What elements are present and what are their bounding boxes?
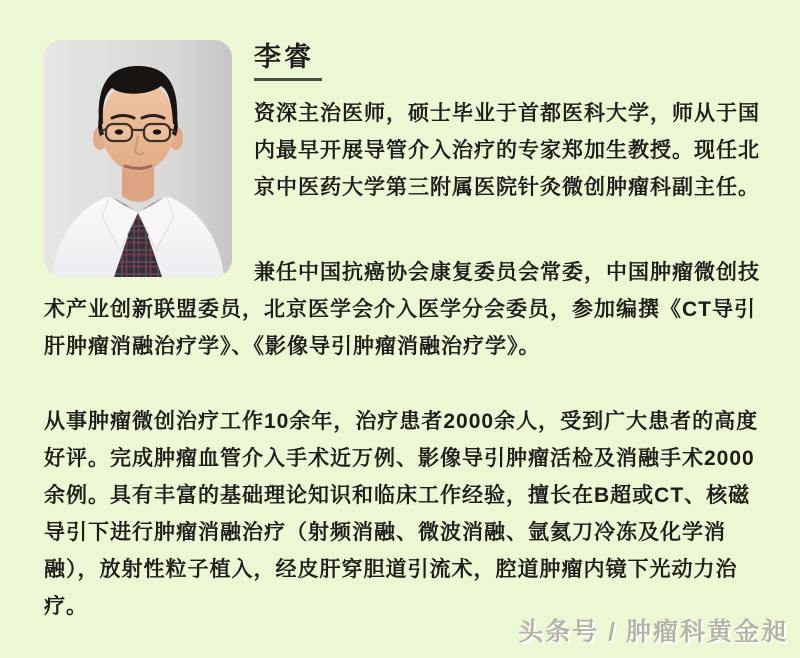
profile-paragraph-intro: 资深主治医师，硕士毕业于首都医科大学，师从于国内最早开展导管介入治疗的专家郑加生教授。现任北京中医药大学第三附属医院针灸微创肿瘤科副主任。	[254, 102, 760, 199]
profile-paragraph-experience: 从事肿瘤微创治疗工作10余年，治疗患者2000余人，受到广大患者的高度好评。完成肿瘤血管介入手术近万例、影像导引肿瘤活检及消融手术2000余例。具有丰富的基础理论知识和临床工作经验，擅长在B超或CT、核磁导引下进行肿瘤消融治疗（射频消融、微波消融、氩氦刀冷冻及化学消融），放射性粒子植入，经皮肝穿胆道引流术，腔道肿瘤内镜下光动力治疗。	[44, 410, 759, 618]
profile-paragraph-roles: 兼任中国抗癌协会康复委员会常委，中国肿瘤微创技术产业创新联盟委员，北京医学会介入医学分会委员，参加编撰《CT导引肝肿瘤消融治疗学》、《影像导引肿瘤消融治疗学》。	[44, 261, 760, 358]
doctor-photo	[44, 40, 232, 277]
watermark-toutiao: 头条号 / 肿瘤科黄金昶	[518, 618, 788, 646]
profile-name-text: 李睿	[254, 41, 322, 81]
doctor-portrait-illustration	[44, 40, 232, 277]
